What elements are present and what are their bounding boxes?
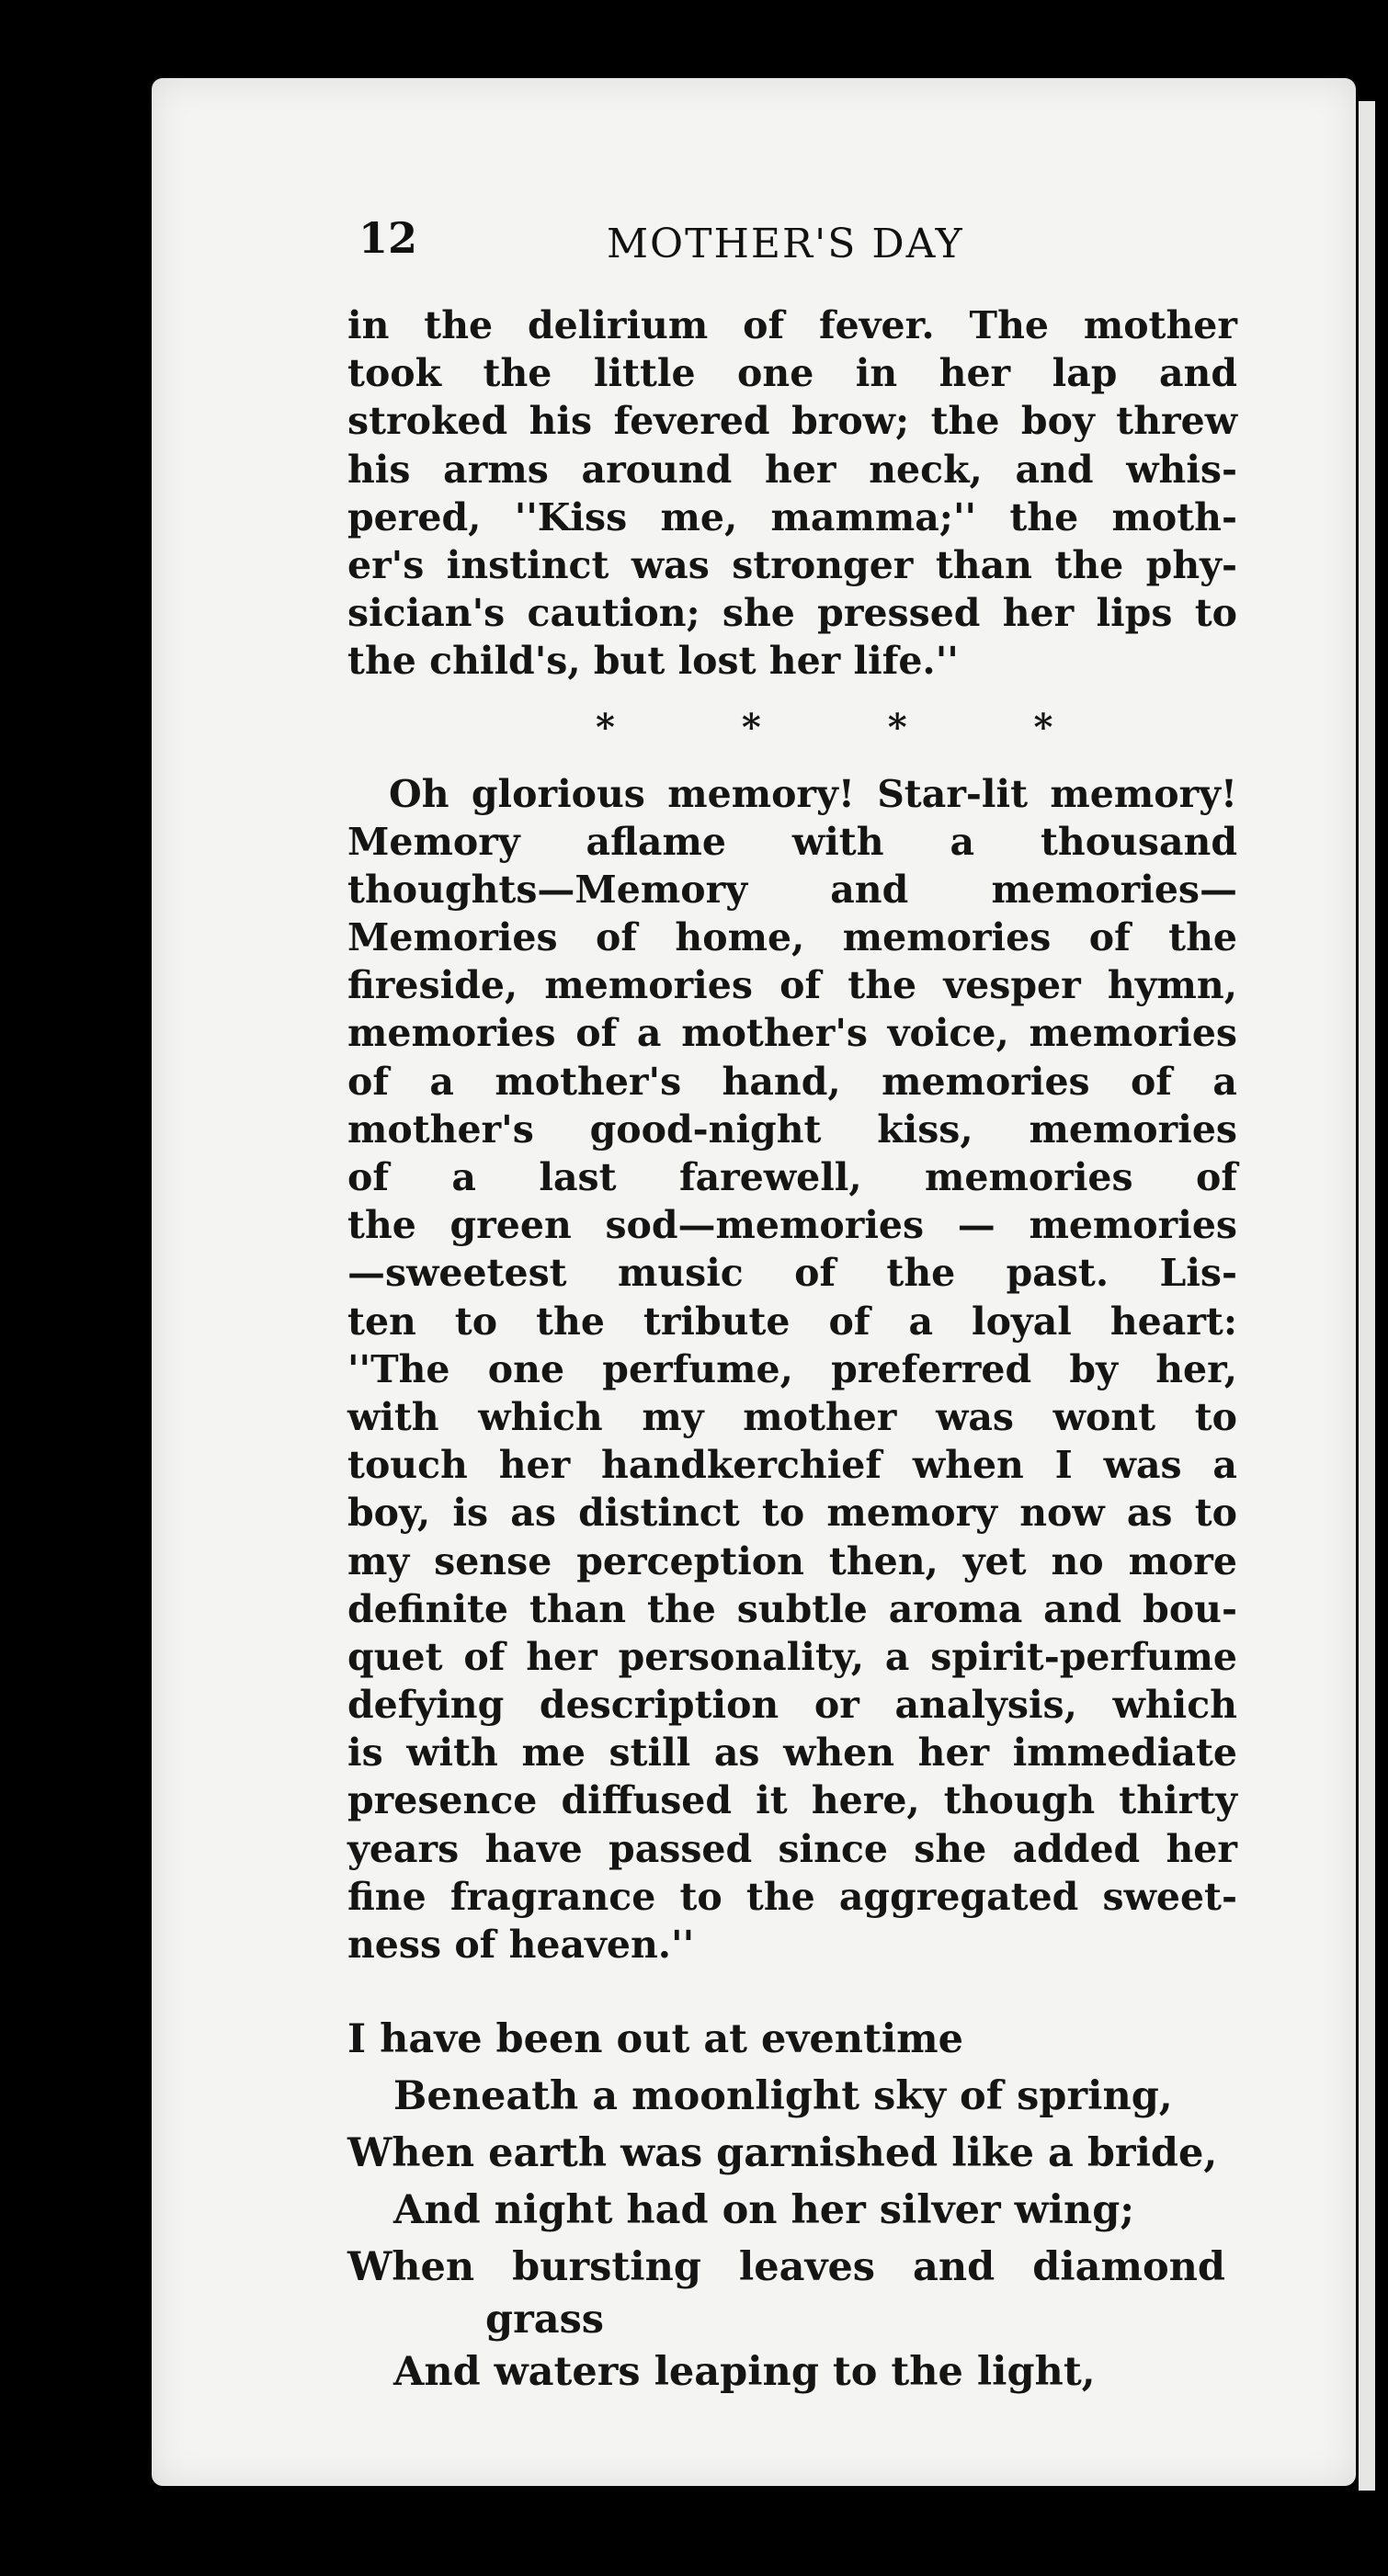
poem-line: Beneath a moonlight sky of spring,	[393, 2073, 1173, 2120]
running-title: MOTHER'S DAY	[607, 221, 964, 267]
text-line: Memory aflame with a thousand	[347, 819, 1237, 864]
text-line: my sense perception then, yet no more	[347, 1538, 1237, 1583]
text-line: memories of a mother's voice, memories	[347, 1011, 1237, 1056]
text-line: sician's caution; she pressed her lips to	[347, 591, 1237, 636]
text-line: ness of heaven.''	[347, 1923, 695, 1967]
text-line: Memories of home, memories of the	[347, 915, 1237, 960]
poem-stanza	[347, 2011, 1237, 2400]
text-line: defying description or analysis, which	[347, 1683, 1237, 1728]
text-line: fine fragrance to the aggregated sweet-	[347, 1874, 1237, 1919]
text-line: presence diffused it here, though thirty	[347, 1778, 1237, 1823]
text-line: years have passed since she added her	[347, 1826, 1237, 1871]
text-line: quet of her personality, a spirit-perfume	[347, 1634, 1237, 1679]
paragraph-fever	[347, 301, 1237, 686]
text-line: boy, is as distinct to memory now as to	[347, 1491, 1237, 1536]
poem-line: When bursting leaves and diamond	[347, 2244, 1225, 2291]
text-line: the child's, but lost her life.''	[347, 639, 959, 684]
text-line: his arms around her neck, and whis-	[347, 447, 1237, 492]
text-line: stroked his fevered brow; the boy threw	[347, 399, 1237, 444]
text-line: of a mother's hand, memories of a	[347, 1059, 1237, 1104]
page-number: 12	[358, 213, 418, 263]
text-line: thoughts—Memory and memories—	[347, 867, 1237, 912]
text-line: ''The one perfume, preferred by her,	[347, 1346, 1237, 1391]
page-header	[358, 213, 1232, 278]
text-line: —sweetest music of the past. Lis-	[347, 1251, 1237, 1296]
text-line: definite than the subtle aroma and bou-	[347, 1586, 1237, 1631]
text-line: ten to the tribute of a loyal heart:	[347, 1299, 1237, 1344]
text-line: mother's good-night kiss, memories	[347, 1106, 1237, 1152]
section-separator: * * * *	[596, 705, 1110, 749]
page-body	[347, 301, 1237, 2400]
text-line: took the little one in her lap and	[347, 351, 1237, 396]
text-line: of a last farewell, memories of	[347, 1155, 1237, 1199]
text-line: er's instinct was stronger than the phy-	[347, 542, 1237, 587]
poem-line: And waters leaping to the light,	[393, 2349, 1096, 2396]
page-edge	[1359, 101, 1375, 2491]
poem-line: And night had on her silver wing;	[393, 2187, 1135, 2234]
text-line: touch her handkerchief when I was a	[347, 1443, 1237, 1488]
text-line: fireside, memories of the vesper hymn,	[347, 963, 1237, 1008]
paragraph-memory	[347, 770, 1237, 1969]
text-line: Oh glorious memory! Star-lit memory!	[389, 771, 1237, 816]
poem-line: I have been out at eventime	[347, 2016, 964, 2063]
poem-line-continuation: grass	[485, 2297, 604, 2343]
poem-line: When earth was garnished like a bride,	[347, 2130, 1218, 2177]
spacer	[347, 1969, 1237, 2011]
text-line: is with me still as when her immediate	[347, 1731, 1237, 1776]
text-line: in the delirium of fever. The mother	[347, 303, 1237, 347]
text-line: the green sod—memories — memories	[347, 1203, 1237, 1248]
text-line: with which my mother was wont to	[347, 1394, 1237, 1439]
text-line: pered, ''Kiss me, mamma;'' the moth-	[347, 494, 1237, 539]
